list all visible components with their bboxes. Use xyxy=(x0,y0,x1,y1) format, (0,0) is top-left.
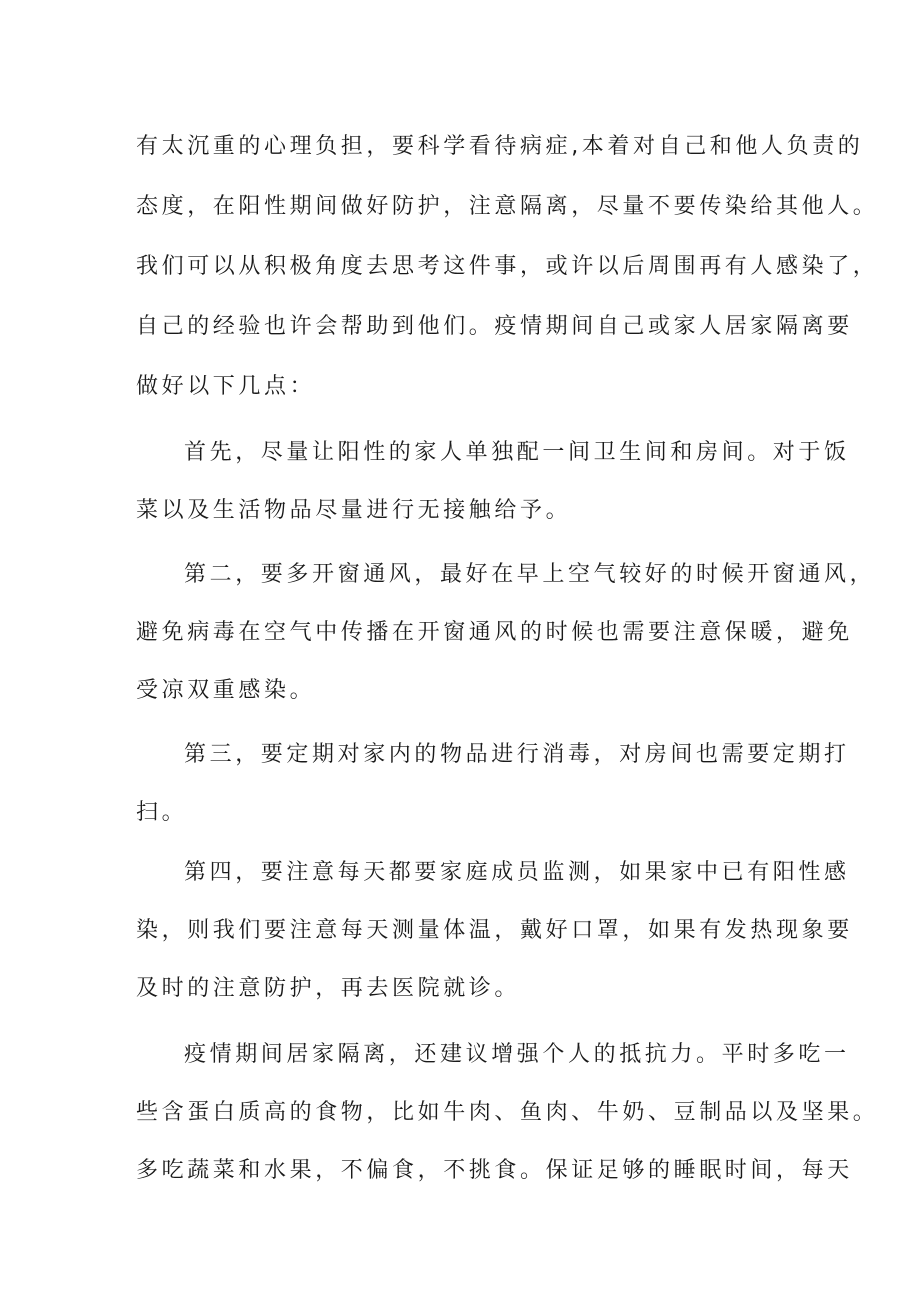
text-line: 避免病毒在空气中传播在开窗通风的时候也需要注意保暖，避免 xyxy=(136,620,853,645)
text-line: 受凉双重感染。 xyxy=(136,678,316,703)
text-line: 做好以下几点： xyxy=(136,374,316,399)
text-line: 扫。 xyxy=(136,800,188,825)
text-line: 菜以及生活物品尽量进行无接触给予。 xyxy=(136,498,572,523)
text-line: 多吃蔬菜和水果，不偏食，不挑食。保证足够的睡眠时间，每天 xyxy=(136,1158,853,1183)
text-line: 及时的注意防护，再去医院就诊。 xyxy=(136,976,521,1001)
text-line: 我们可以从积极角度去思考这件事，或许以后周围再有人感染了， xyxy=(136,254,879,279)
paragraph-first-line: 第三，要定期对家内的物品进行消毒，对房间也需要定期打 xyxy=(184,742,850,767)
paragraph-first-line: 第二，要多开窗通风，最好在早上空气较好的时候开窗通风， xyxy=(184,562,876,587)
text-line: 态度，在阳性期间做好防护，注意隔离，尽量不要传染给其他人。 xyxy=(136,194,879,219)
text-line: 染，则我们要注意每天测量体温，戴好口罩，如果有发热现象要 xyxy=(136,918,853,943)
text-line: 些含蛋白质高的食物，比如牛肉、鱼肉、牛奶、豆制品以及坚果。 xyxy=(136,1100,879,1125)
paragraph-first-line: 首先，尽量让阳性的家人单独配一间卫生间和房间。对于饭 xyxy=(184,440,850,465)
paragraph-first-line: 疫情期间居家隔离，还建议增强个人的抵抗力。平时多吃一 xyxy=(184,1042,850,1067)
paragraph-first-line: 第四，要注意每天都要家庭成员监测，如果家中已有阳性感 xyxy=(184,860,850,885)
text-line: 有太沉重的心理负担，要科学看待病症,本着对自己和他人负责的 xyxy=(136,134,864,159)
text-line: 自己的经验也许会帮助到他们。疫情期间自己或家人居家隔离要 xyxy=(136,314,853,339)
